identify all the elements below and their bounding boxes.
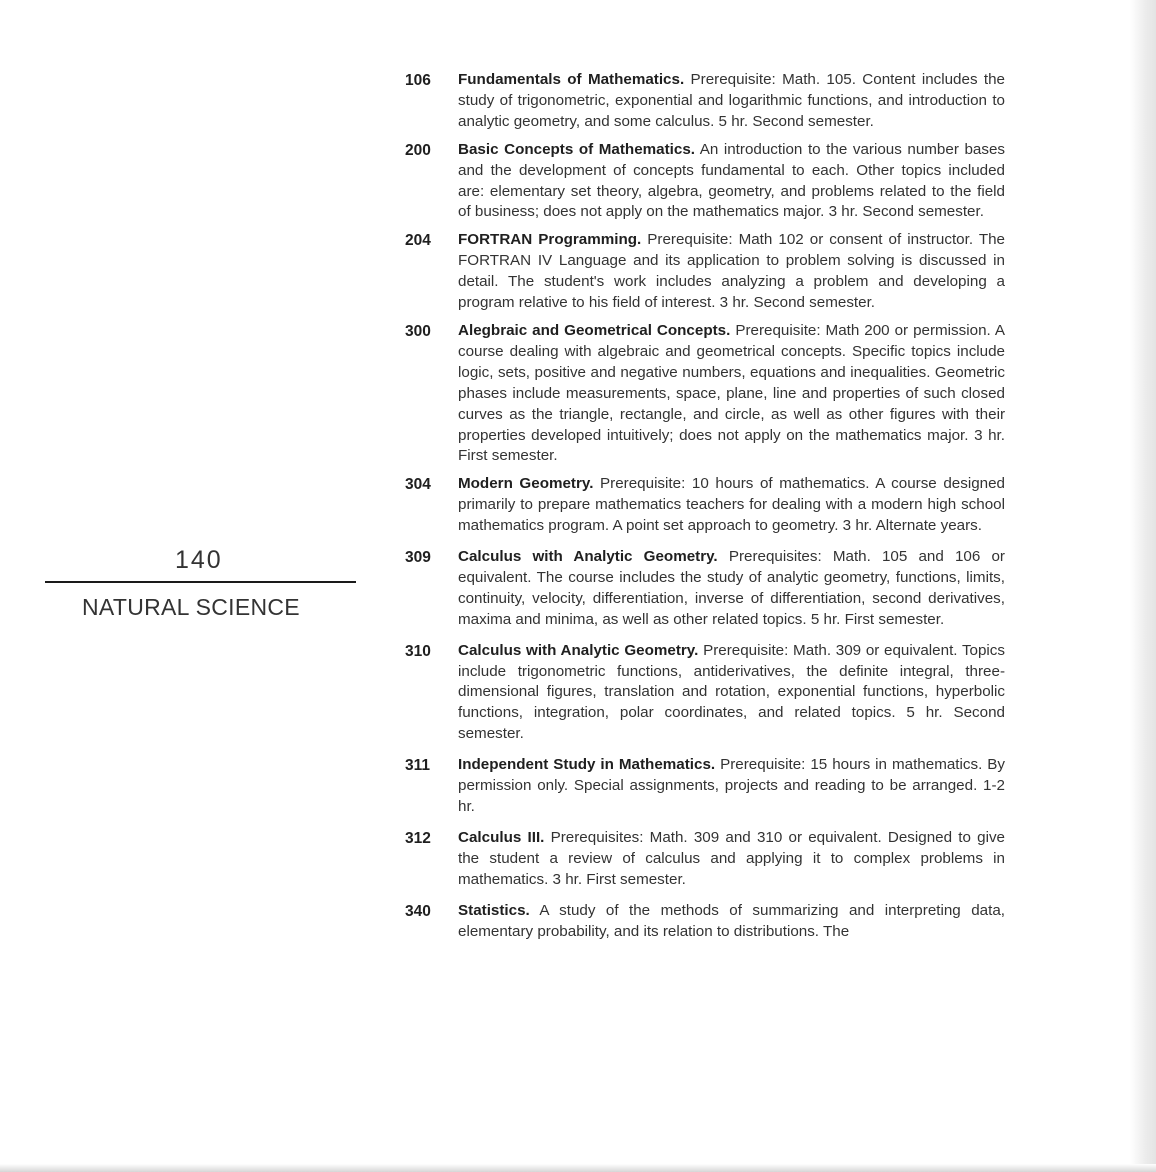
course-description: Prerequisite: Math. 105. Content includes the study of trigonometric, exponential and logarithmic functions, and introduction to analytic geometry, and some calculus. 5 hr. Second semester. bbox=[458, 71, 1005, 130]
course-text bbox=[458, 140, 1005, 224]
course-description: Prerequisite: Math 102 or consent of instructor. The FORTRAN IV Language and its application to problem solving is discussed in detail. The student's work includes analyzing a problem and developing a program relative to his field of interest. 3 hr. Second semester. bbox=[458, 231, 1005, 312]
course-description: Prerequisite: 15 hours in mathematics. By permission only. Special assignments, projects and reading to be arranged. 1-2 hr. bbox=[458, 756, 1005, 815]
course-title: Alegbraic and Geometrical Concepts. bbox=[458, 321, 731, 339]
course-entry-204 bbox=[405, 230, 1005, 314]
course-entry-312 bbox=[405, 828, 1005, 891]
course-entry-304 bbox=[405, 474, 1005, 537]
course-text bbox=[458, 321, 1005, 467]
section-title: NATURAL SCIENCE bbox=[82, 594, 300, 620]
course-entry-309 bbox=[405, 547, 1005, 631]
course-text bbox=[458, 230, 1005, 314]
course-title: Statistics. bbox=[458, 901, 530, 919]
course-text bbox=[458, 474, 1005, 537]
course-text bbox=[458, 641, 1005, 746]
page-edge-shadow bbox=[1130, 0, 1156, 1172]
course-number: 340 bbox=[405, 902, 431, 920]
course-text bbox=[458, 70, 1005, 133]
course-number: 304 bbox=[405, 476, 431, 494]
course-description: Prerequisites: Math. 105 and 106 or equivalent. The course includes the study of analytic geometry, functions, limits, continuity, velocity, differentiation, inverse of differentiation, second derivatives, maxima and minima, as well as other related topics. 5 hr. First semester. bbox=[458, 548, 1005, 628]
course-title: Calculus with Analytic Geometry. bbox=[458, 548, 718, 566]
course-number: 300 bbox=[405, 322, 431, 340]
course-number: 106 bbox=[405, 72, 431, 89]
course-entry-310 bbox=[405, 641, 1005, 746]
course-number: 309 bbox=[405, 549, 431, 567]
page-number: 140 bbox=[175, 546, 223, 574]
course-title: Calculus with Analytic Geometry. bbox=[458, 641, 699, 659]
course-description: Prerequisite: Math. 309 or equivalent. Topics include trigonometric functions, antiderivatives, the definite integral, three-dimensional figures, translation and rotation, exponential functions, hyperbolic functions, integration, polar coordinates, and related topics. 5 hr. Second semester. bbox=[458, 641, 1005, 743]
course-description: Prerequisites: Math. 309 and 310 or equivalent. Designed to give the student a review of calculus and applying it to complex problems in mathematics. 3 hr. First semester. bbox=[458, 828, 1005, 888]
page-bottom-shadow bbox=[0, 1164, 1156, 1172]
course-text bbox=[458, 755, 1005, 818]
course-title: FORTRAN Programming. bbox=[458, 231, 642, 249]
course-title: Fundamentals of Mathematics. bbox=[458, 71, 685, 88]
course-number: 311 bbox=[405, 757, 431, 775]
course-text bbox=[458, 828, 1005, 891]
course-entry-300 bbox=[405, 321, 1005, 467]
course-number: 312 bbox=[405, 829, 431, 847]
course-text bbox=[458, 901, 1005, 943]
course-title: Independent Study in Mathematics. bbox=[458, 756, 716, 774]
course-title: Calculus III. bbox=[458, 828, 545, 846]
course-description: An introduction to the various number bases and the development of concepts fundamental to each. Other topics included are: elementary set theory, algebra, geometry, and problems related to the field of business; does not apply on the mathematics major. 3 hr. Second semester. bbox=[458, 140, 1005, 221]
course-description: Prerequisite: 10 hours of mathematics. A course designed primarily to prepare mathematics teachers for dealing with a modern high school mathematics program. A point set approach to geometry. 3 hr. Alternate years. bbox=[458, 475, 1005, 535]
course-entry-106 bbox=[405, 70, 1005, 133]
course-number: 204 bbox=[405, 232, 431, 250]
course-number: 310 bbox=[405, 642, 431, 660]
course-list bbox=[405, 70, 1005, 942]
course-title: Modern Geometry. bbox=[458, 475, 594, 493]
course-description: A study of the methods of summarizing and interpreting data, elementary probability, and its relation to distributions. The bbox=[458, 901, 1005, 940]
course-entry-200 bbox=[405, 140, 1005, 224]
course-number: 200 bbox=[405, 141, 431, 159]
course-entry-340 bbox=[405, 901, 1005, 943]
course-title: Basic Concepts of Mathematics. bbox=[458, 140, 695, 158]
course-entry-311 bbox=[405, 755, 1005, 818]
course-description: Prerequisite: Math 200 or permission. A course dealing with algebraic and geometrical concepts. Specific topics include logic, sets, positive and negative numbers, equations and inequalities. Geometric phases include measurements, space, plane, line and properties of such closed curves as the triangle, rectangle, and circle, as well as other figures with their properties developed intuitively; does not apply on the mathematics major. 3 hr. First semester. bbox=[458, 321, 1005, 465]
course-text bbox=[458, 547, 1005, 631]
section-divider bbox=[45, 581, 356, 583]
